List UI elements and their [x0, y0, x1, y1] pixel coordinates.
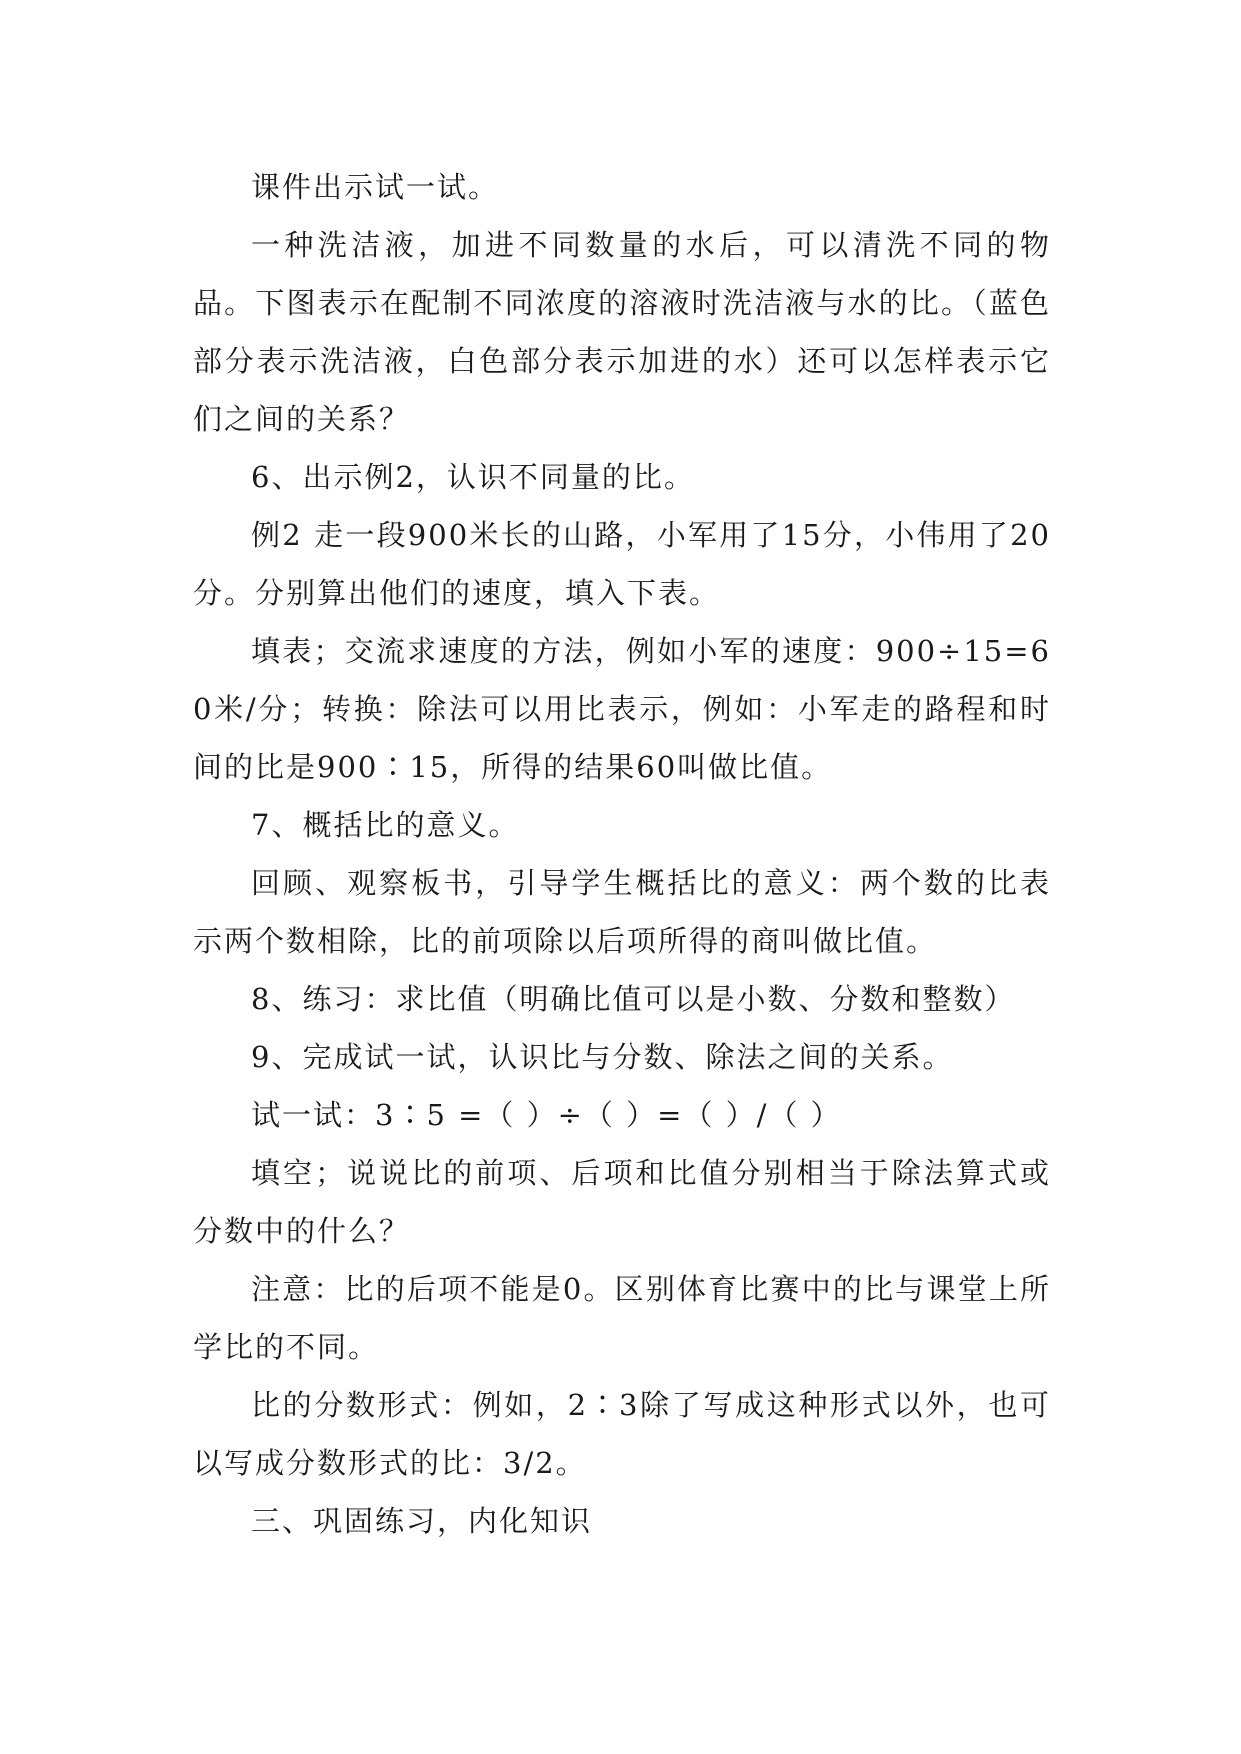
paragraph-step-7: 7、概括比的意义。 — [251, 808, 520, 842]
paragraph-try-it-formula: 试一试：3∶5 =（ ）÷（ ）=（ ）/（ ） — [251, 1098, 842, 1132]
paragraph-step-9: 9、完成试一试，认识比与分数、除法之间的关系。 — [251, 1040, 954, 1074]
paragraph-example-2: 例2 走一段900米长的山路，小军用了15分，小伟用了20分。分别算出他们的速度，填入下表。 — [193, 518, 1051, 610]
document-body — [193, 158, 1051, 1550]
paragraph-detergent-problem: 一种洗洁液，加进不同数量的水后，可以清洗不同的物品。下图表示在配制不同浓度的溶液时洗洁液与水的比。（蓝色部分表示洗洁液，白色部分表示加进的水）还可以怎样表示它们之间的关系？ — [193, 228, 1051, 436]
paragraph-courseware-try: 课件出示试一试。 — [251, 170, 500, 204]
paragraph-step-8: 8、练习：求比值（明确比值可以是小数、分数和整数） — [251, 982, 1016, 1016]
paragraph-fill-table: 填表；交流求速度的方法，例如小军的速度：900÷15=60米/分；转换：除法可以用比表示，例如：小军走的路程和时间的比是900∶15，所得的结果60叫做比值。 — [193, 634, 1051, 784]
section-heading-consolidation: 三、巩固练习，内化知识 — [251, 1504, 593, 1538]
paragraph-step-6: 6、出示例2，认识不同量的比。 — [251, 460, 695, 494]
paragraph-ratio-meaning: 回顾、观察板书，引导学生概括比的意义：两个数的比表示两个数相除，比的前项除以后项所得的商叫做比值。 — [193, 866, 1051, 958]
paragraph-attention: 注意：比的后项不能是0。区别体育比赛中的比与课堂上所学比的不同。 — [193, 1272, 1051, 1364]
paragraph-fraction-form: 比的分数形式：例如，2∶3除了写成这种形式以外，也可以写成分数形式的比：3/2。 — [193, 1388, 1051, 1480]
paragraph-fill-blanks: 填空；说说比的前项、后项和比值分别相当于除法算式或分数中的什么？ — [193, 1156, 1051, 1248]
